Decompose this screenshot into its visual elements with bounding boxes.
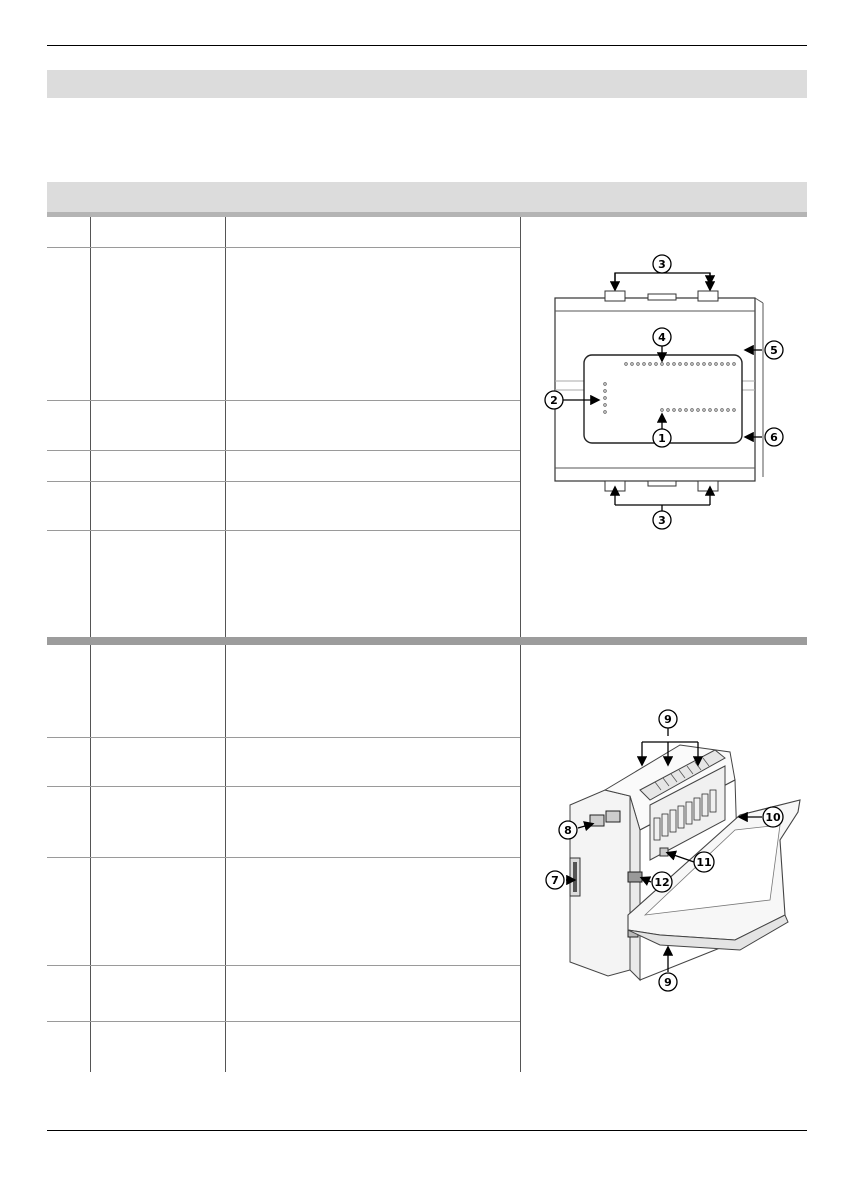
svg-text:5: 5 [770, 344, 778, 357]
section-heading-band [47, 70, 807, 98]
callout-5 [765, 341, 783, 359]
svg-text:8: 8 [564, 824, 572, 837]
svg-text:2: 2 [550, 394, 558, 407]
table-row-line [47, 450, 520, 451]
svg-text:4: 4 [658, 331, 666, 344]
table-row-line [47, 247, 520, 248]
callout-9-bottom [659, 973, 677, 991]
svg-text:10: 10 [765, 811, 781, 824]
callout-7 [546, 871, 564, 889]
footer-rule [47, 1130, 807, 1131]
callout-3-bottom [653, 511, 671, 529]
callout-4 [653, 328, 671, 346]
table-row-line [47, 1021, 520, 1022]
callout-1 [653, 429, 671, 447]
device-perspective-figure [530, 700, 810, 1000]
table-row-line [47, 965, 520, 966]
table-col-line [520, 645, 521, 1072]
table-row-line [47, 530, 520, 531]
header-rule [47, 45, 807, 46]
table-top-rule [47, 212, 807, 217]
table-col-line [225, 645, 226, 1072]
table-heading-band [47, 182, 807, 212]
svg-text:6: 6 [770, 431, 778, 444]
callout-9-top [659, 710, 677, 728]
callout-6 [765, 428, 783, 446]
table-row-line [47, 786, 520, 787]
table-col-line [90, 217, 91, 637]
table-middle-rule [47, 637, 807, 645]
table-row-line [47, 737, 520, 738]
svg-text:11: 11 [696, 856, 712, 869]
callout-3-top [653, 255, 671, 273]
svg-text:1: 1 [658, 432, 666, 445]
callout-12 [652, 872, 672, 892]
table-row-line [47, 857, 520, 858]
table-row-line [47, 481, 520, 482]
table-row-line [47, 400, 520, 401]
table-col-line [520, 217, 521, 637]
callout-8 [559, 821, 577, 839]
svg-text:9: 9 [664, 976, 672, 989]
callout-2 [545, 391, 563, 409]
table-col-line [90, 645, 91, 1072]
svg-text:7: 7 [551, 874, 559, 887]
device-top-view-figure [530, 245, 810, 535]
callout-10 [763, 807, 783, 827]
svg-text:9: 9 [664, 713, 672, 726]
svg-text:3: 3 [658, 514, 666, 527]
callout-11 [694, 852, 714, 872]
svg-text:12: 12 [654, 876, 670, 889]
table-col-line [225, 217, 226, 637]
svg-text:3: 3 [658, 258, 666, 271]
